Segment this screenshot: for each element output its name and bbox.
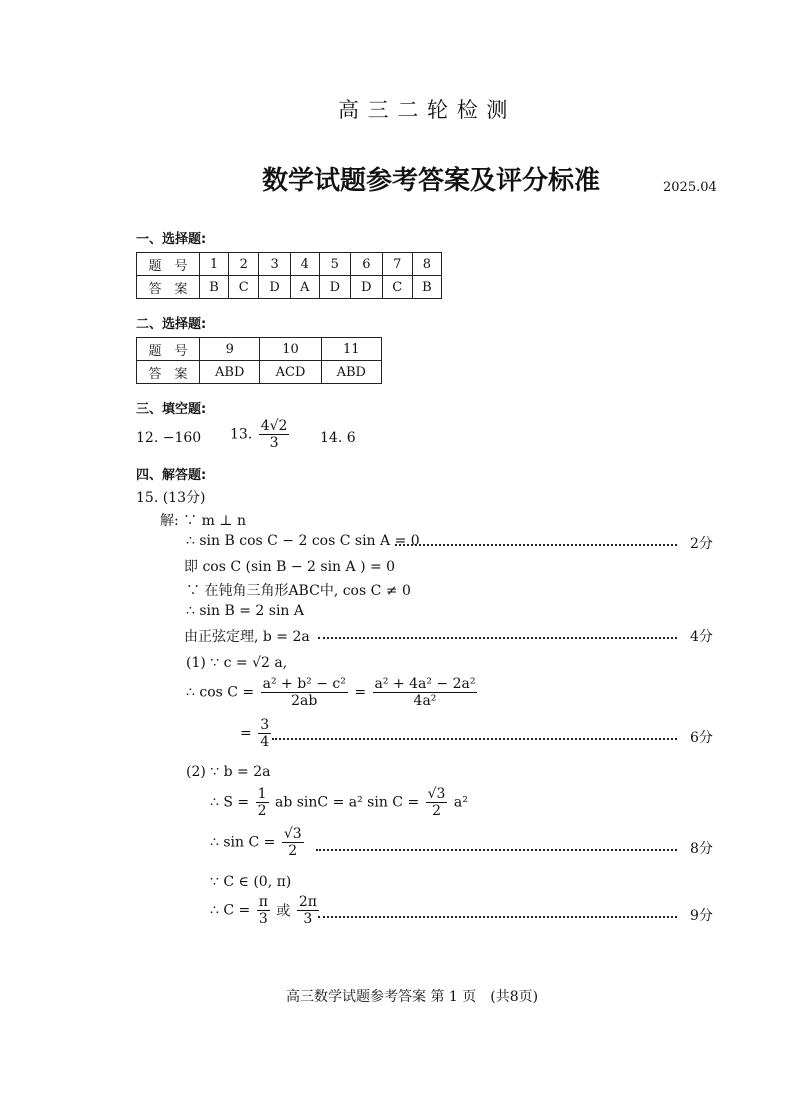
pi-third-fraction	[257, 894, 270, 927]
denominator: 2ab	[291, 693, 318, 710]
q13-fraction	[259, 418, 290, 451]
table-row	[137, 338, 382, 361]
sqrt3-half-fraction	[426, 786, 448, 819]
page-footer: 高三数学试题参考答案 第 1 页 (共8页)	[286, 989, 539, 1005]
solution-line: 即 cos C (sin B − 2 sin A ) = 0	[184, 559, 396, 575]
table-cell: 7	[382, 253, 412, 276]
area-tail: a²	[453, 794, 468, 811]
dotted-leader	[318, 637, 677, 639]
section-heading-multi-choice: 二、选择题:	[136, 317, 207, 332]
table-cell: 4	[290, 253, 319, 276]
numerator: π	[258, 894, 268, 910]
cos-label: ∴ cos C =	[186, 684, 255, 701]
sine-fraction	[282, 826, 304, 859]
numerator: 2π	[298, 894, 317, 910]
table-cell: 11	[321, 338, 381, 361]
choice-answer-table	[136, 252, 442, 299]
row-label: 题 号	[137, 253, 200, 276]
table-row	[137, 253, 442, 276]
denominator: 2	[257, 803, 267, 820]
numerator: a² + b² − c²	[262, 676, 346, 692]
question-15-title: 15. (13分)	[136, 490, 206, 506]
table-row	[137, 276, 442, 299]
section-heading-solutions: 四、解答题:	[136, 468, 207, 483]
row-label: 答 案	[137, 276, 200, 299]
part2-area	[210, 786, 468, 819]
table-cell: B	[412, 276, 441, 299]
part1-condition: (1) ∵ c = √2 a,	[186, 655, 288, 671]
solution-line: ∴ sin B cos C − 2 cos C sin A = 0	[186, 533, 420, 549]
answer-q12: 12. −160	[136, 430, 202, 446]
page-title: 数学试题参考答案及评分标准	[262, 166, 601, 196]
row-label: 答 案	[137, 361, 200, 384]
solution-line: ∵ 在钝角三角形ABC中, cos C ≠ 0	[186, 583, 411, 599]
table-row	[137, 361, 382, 384]
section-heading-choice: 一、选择题:	[136, 232, 207, 247]
equals-sign: =	[240, 725, 252, 742]
equals-sign: =	[354, 684, 367, 701]
denominator: 3	[303, 911, 313, 928]
exam-date: 2025.04	[663, 180, 717, 195]
table-cell: 3	[259, 253, 291, 276]
q13-numerator: 4√2	[260, 418, 288, 434]
numerator: 3	[260, 717, 270, 733]
cosine-fraction-2	[373, 676, 478, 709]
row-label: 题 号	[137, 338, 200, 361]
score-label: 2分	[690, 536, 713, 552]
area-label: ∴ S =	[210, 794, 250, 811]
multi-choice-answer-table	[136, 337, 382, 384]
two-pi-third-fraction	[297, 894, 319, 927]
numerator: a² + 4a² − 2a²	[374, 676, 476, 692]
table-cell: ACD	[260, 361, 321, 384]
table-cell: D	[351, 276, 383, 299]
cosine-fraction-1	[261, 676, 348, 709]
table-cell: 6	[351, 253, 383, 276]
table-cell: 9	[200, 338, 260, 361]
part1-cosine	[186, 676, 479, 709]
sin-label: ∴ sin C =	[210, 834, 276, 851]
table-cell: 8	[412, 253, 441, 276]
table-cell: 5	[319, 253, 351, 276]
numerator: √3	[283, 826, 302, 842]
angle-label: ∴ C =	[210, 902, 251, 919]
part2-condition: (2) ∵ b = 2a	[186, 764, 271, 780]
section-heading-fill: 三、填空题:	[136, 402, 207, 417]
part2-range: ∵ C ∈ (0, π)	[210, 874, 292, 890]
denominator: 4	[260, 734, 270, 751]
half-fraction	[256, 786, 269, 819]
table-cell: A	[290, 276, 319, 299]
table-cell: ABD	[321, 361, 381, 384]
solution-label: 解: ∵ m ⊥ n	[160, 513, 246, 529]
solution-line: 由正弦定理, b = 2a	[184, 629, 310, 645]
answer-q14: 14. 6	[320, 430, 356, 446]
score-label: 8分	[690, 841, 713, 857]
denominator: 2	[288, 843, 298, 860]
result-fraction	[258, 717, 271, 750]
numerator: 1	[257, 786, 267, 802]
score-label: 6分	[690, 730, 713, 746]
table-cell: 2	[229, 253, 259, 276]
score-label: 9分	[690, 908, 713, 924]
part2-angle	[210, 894, 321, 927]
dotted-leader	[272, 738, 677, 740]
or-word: 或	[276, 903, 291, 920]
score-label: 4分	[690, 629, 713, 645]
part1-result	[240, 717, 273, 750]
solution-line: ∴ sin B = 2 sin A	[186, 603, 305, 619]
table-cell: B	[200, 276, 229, 299]
table-cell: C	[382, 276, 412, 299]
table-cell: D	[319, 276, 351, 299]
table-cell: 10	[260, 338, 321, 361]
dotted-leader	[318, 916, 677, 918]
table-cell: C	[229, 276, 259, 299]
area-expression: ab sinC = a² sin C =	[274, 794, 420, 811]
denominator: 2	[432, 803, 442, 820]
q13-denominator: 3	[269, 435, 279, 452]
table-cell: 1	[200, 253, 229, 276]
table-cell: D	[259, 276, 291, 299]
dotted-leader	[316, 849, 677, 851]
part2-sine	[210, 826, 306, 859]
exam-subtitle: 高 三 二 轮 检 测	[338, 98, 509, 122]
answer-q13	[230, 418, 291, 451]
denominator: 3	[258, 911, 268, 928]
denominator: 4a²	[413, 693, 437, 710]
numerator: √3	[427, 786, 446, 802]
q13-label: 13.	[230, 426, 253, 443]
dotted-leader	[395, 544, 677, 546]
table-cell: ABD	[200, 361, 260, 384]
